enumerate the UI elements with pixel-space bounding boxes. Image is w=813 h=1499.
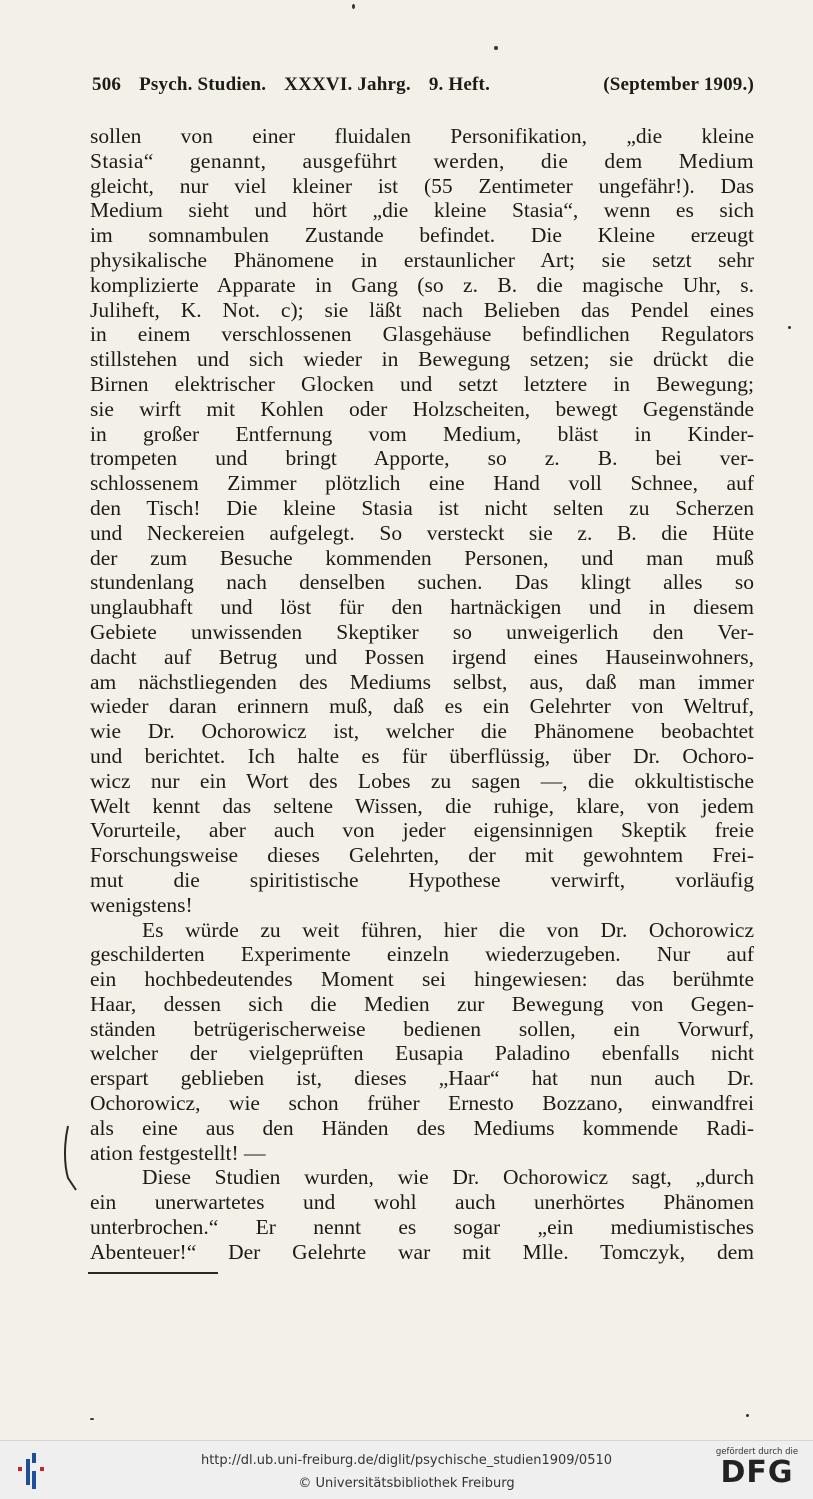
text-line: Birnen elektrischer Glocken und setzt letztere in Bewegung; (90, 371, 754, 396)
text-line: Welt kennt das seltene Wissen, die ruhige, klare, von jedem (90, 793, 754, 818)
text-line: physikalische Phänomene in erstaunlicher Art; sie setzt sehr (90, 247, 754, 272)
text-line: Vorurteile, aber auch von jeder eigensinnigen Skeptik freie (90, 818, 754, 843)
text-line: erspart geblieben ist, dieses „Haar“ hat nun auch Dr. (90, 1066, 754, 1091)
text-line: als eine aus den Händen des Mediums kommende Radi- (90, 1115, 754, 1140)
journal-title: Psych. Studien. (139, 74, 267, 95)
text-line: Medium sieht und hört „die kleine Stasia“, wenn es sich (90, 198, 754, 223)
issue-date: (September 1909.) (603, 74, 754, 95)
text-line: Haar, dessen sich die Medien zur Bewegung von Gegen- (90, 991, 754, 1016)
text-line: wenigstens! (90, 892, 193, 917)
page-number: 506 (92, 74, 122, 95)
issue: 9. Heft. (428, 74, 491, 95)
dfg-wordmark: DFG (720, 1455, 794, 1490)
text-line: sie wirft mit Kohlen oder Holzscheiten, bewegt Gegenstände (90, 396, 754, 421)
pencil-underline-mark (88, 1272, 218, 1274)
text-line: am nächstliegenden des Mediums selbst, aus, daß man immer (90, 669, 754, 694)
text-line: in einem verschlossenen Glasgehäuse befindlichen Regulators (90, 322, 754, 347)
text-line: welcher der vielgeprüften Eusapia Paladino ebenfalls nicht (90, 1041, 754, 1066)
text-line: ein unerwartetes und wohl auch unerhörtes Phänomen (90, 1190, 754, 1215)
scan-speck (494, 46, 498, 50)
text-line: geschilderten Experimente einzeln wiederzugeben. Nur auf (90, 942, 754, 967)
dfg-caption: gefördert durch die (715, 1447, 799, 1457)
text-line: und Neckereien aufgelegt. So versteckt sie z. B. die Hüte (90, 520, 754, 545)
text-line: Stasia“ genannt, ausgeführt werden, die dem Medium (90, 148, 754, 173)
dfg-logo-icon (709, 1447, 805, 1495)
text-line: in großer Entfernung vom Medium, bläst in Kinder- (90, 421, 754, 446)
text-line: wie Dr. Ochorowicz ist, welcher die Phänomene beobachtet (90, 719, 754, 744)
body-text (90, 124, 754, 1265)
text-line: trompeten und bringt Apporte, so z. B. bei ver- (90, 446, 754, 471)
volume: XXXVI. Jahrg. (284, 74, 411, 95)
pencil-bracket-mark (62, 1124, 78, 1192)
text-line: mut die spiritistische Hypothese verwirft, vorläufig (90, 867, 754, 892)
text-line: der zum Besuche kommenden Personen, und man muß (90, 545, 754, 570)
text-line: ation festgestellt! — (90, 1140, 266, 1165)
text-line: und berichtet. Ich halte es für überflüssig, über Dr. Ochoro- (90, 743, 754, 768)
text-line: wieder daran erinnern muß, daß es ein Gelehrter von Weltruf, (90, 694, 754, 719)
running-header (92, 74, 754, 96)
text-line: den Tisch! Die kleine Stasia ist nicht selten zu Scherzen (90, 495, 754, 520)
copyright-notice: © Universitätsbibliothek Freiburg (298, 1476, 515, 1491)
viewer-footer (0, 1440, 813, 1499)
text-line: Ochorowicz, wie schon früher Ernesto Bozzano, einwandfrei (90, 1091, 754, 1116)
text-line: Gebiete unwissenden Skeptiker so unweigerlich den Ver- (90, 619, 754, 644)
source-url[interactable]: http://dl.ub.uni-freiburg.de/diglit/psychische_studien1909/0510 (200, 1453, 613, 1468)
text-line: unglaubhaft und löst für den hartnäckigen und in diesem (90, 595, 754, 620)
text-line: Abenteuer!“ Der Gelehrte war mit Mlle. Tomczyk, dem (90, 1239, 754, 1264)
text-line: ein hochbedeutendes Moment sei hingewiesen: das berühmte (90, 967, 754, 992)
text-line: wicz nur ein Wort des Lobes zu sagen —, die okkultistische (90, 768, 754, 793)
text-line: komplizierte Apparate in Gang (so z. B. die magische Uhr, s. (90, 272, 754, 297)
scan-speck (352, 4, 355, 9)
text-line: dacht auf Betrug und Possen irgend eines Hauseinwohners, (90, 644, 754, 669)
text-line: sollen von einer fluidalen Personifikation, „die kleine (90, 124, 754, 148)
text-line: Es würde zu weit führen, hier die von Dr. Ochorowicz (142, 917, 754, 942)
text-line: ständen betrügerischerweise bedienen sollen, ein Vorwurf, (90, 1016, 754, 1041)
text-line: stillstehen und sich wieder in Bewegung setzen; sie drückt die (90, 347, 754, 372)
text-line: Diese Studien wurden, wie Dr. Ochorowicz sagt, „durch (142, 1165, 754, 1190)
scan-speck (788, 326, 791, 329)
text-line: gleicht, nur viel kleiner ist (55 Zentimeter ungefähr!). Das (90, 173, 754, 198)
text-line: Juliheft, K. Not. c); sie läßt nach Belieben das Pendel eines (90, 297, 754, 322)
text-line: Forschungsweise dieses Gelehrten, der mit gewohntem Frei- (90, 843, 754, 868)
text-line: stundenlang nach denselben suchen. Das klingt alles so (90, 570, 754, 595)
text-line: im somnambulen Zustande befindet. Die Kleine erzeugt (90, 223, 754, 248)
scan-speck (90, 1418, 94, 1420)
text-line: unterbrochen.“ Er nennt es sogar „ein mediumistisches (90, 1215, 754, 1240)
text-line: schlossenem Zimmer plötzlich eine Hand voll Schnee, auf (90, 471, 754, 496)
scan-speck (746, 1414, 749, 1417)
